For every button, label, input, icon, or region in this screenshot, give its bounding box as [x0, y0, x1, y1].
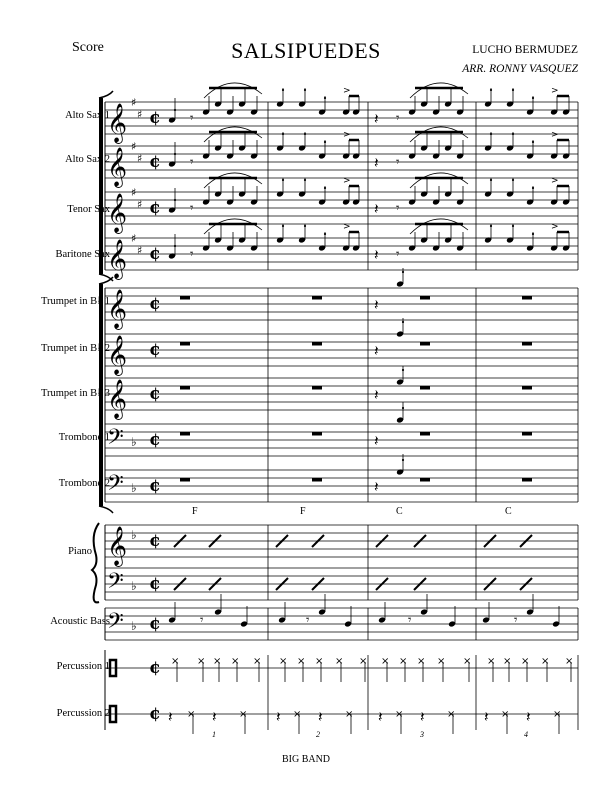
quarter-rest: 𝄽	[276, 708, 281, 726]
quarter-rest: 𝄽	[374, 296, 379, 314]
articulation-dot	[532, 97, 534, 99]
whole-rest	[522, 296, 532, 300]
instrument-label-trombone-1: Trombone 1	[58, 432, 110, 443]
cut-time-icon: ¢	[149, 244, 161, 264]
quarter-rest: 𝄽	[318, 708, 323, 726]
whole-rest	[522, 342, 532, 346]
key-sharp-icon: ♯	[131, 232, 137, 245]
quarter-rest: 𝄽	[168, 708, 173, 726]
accent-icon: >	[551, 222, 559, 232]
x-notehead: ×	[253, 656, 262, 667]
x-notehead: ×	[399, 656, 408, 667]
whole-rest	[180, 432, 190, 436]
bass-clef-icon: 𝄢	[107, 425, 124, 455]
whole-rest	[522, 386, 532, 390]
articulation-dot	[174, 109, 176, 111]
slur	[410, 83, 468, 98]
quarter-rest: 𝄽	[378, 708, 383, 726]
quarter-rest: 𝄽	[374, 154, 379, 172]
key-flat-icon: ♭	[131, 579, 137, 593]
whole-rest	[180, 478, 190, 482]
x-notehead: ×	[553, 709, 562, 720]
cut-time-icon: ¢	[149, 614, 161, 634]
quarter-rest: 𝄽	[374, 246, 379, 264]
cut-time-icon: ¢	[149, 108, 161, 128]
instrument-label-trumpet-3: Trumpet in B♭ 3	[40, 388, 110, 399]
treble-clef-icon: 𝄞	[107, 193, 128, 233]
eighth-rest: 𝄾	[190, 247, 194, 262]
accent-icon: >	[343, 176, 351, 186]
x-notehead: ×	[447, 709, 456, 720]
staff-acoustic-bass	[105, 608, 578, 640]
key-sharp-icon: ♯	[137, 152, 143, 165]
cut-time-icon: ¢	[149, 384, 161, 404]
staff-sax-2	[105, 146, 578, 178]
x-notehead: ×	[315, 656, 324, 667]
slur	[410, 219, 468, 234]
articulation-dot	[490, 133, 492, 135]
whole-rest	[180, 386, 190, 390]
accent-icon: >	[343, 222, 351, 232]
articulation-dot	[324, 233, 326, 235]
instrument-label-baritone-sax: Baritone Sax	[55, 249, 110, 260]
whole-rest	[312, 342, 322, 346]
whole-rest	[420, 386, 430, 390]
measure-number: 3	[420, 730, 424, 739]
whole-rest	[312, 432, 322, 436]
articulation-dot	[282, 225, 284, 227]
whole-rest	[312, 478, 322, 482]
articulation-dot	[304, 179, 306, 181]
key-flat-icon: ♭	[131, 435, 137, 449]
eighth-rest: 𝄾	[514, 613, 518, 628]
eighth-rest: 𝄾	[190, 111, 194, 126]
slur	[204, 219, 262, 234]
articulation-dot	[304, 225, 306, 227]
x-notehead: ×	[297, 656, 306, 667]
bass-clef-icon: 𝄢	[107, 471, 124, 501]
instrument-label-alto-sax-1: Alto Sax 1	[65, 110, 110, 121]
articulation-dot	[174, 245, 176, 247]
whole-rest	[420, 342, 430, 346]
score-label: Score	[72, 40, 104, 55]
quarter-rest: 𝄽	[374, 110, 379, 128]
score-title: SALSIPUEDES	[231, 38, 381, 63]
accent-icon: >	[551, 130, 559, 140]
piano-brace	[92, 523, 99, 602]
articulation-dot	[512, 179, 514, 181]
measure-number: 4	[524, 730, 528, 739]
articulation-dot	[282, 179, 284, 181]
cut-time-icon: ¢	[149, 430, 161, 450]
chord-symbol: C	[396, 506, 403, 517]
x-notehead: ×	[279, 656, 288, 667]
staff-trombone-2	[105, 470, 578, 502]
cut-time-icon: ¢	[149, 152, 161, 172]
measure-number: 2	[316, 730, 320, 739]
treble-clef-icon: 𝄞	[107, 147, 128, 187]
articulation-dot	[324, 97, 326, 99]
quarter-rest: 𝄽	[420, 708, 425, 726]
x-notehead: ×	[335, 656, 344, 667]
articulation-dot	[282, 133, 284, 135]
x-notehead: ×	[197, 656, 206, 667]
cut-time-icon: ¢	[149, 531, 161, 551]
key-sharp-icon: ♯	[137, 198, 143, 211]
key-sharp-icon: ♯	[131, 96, 137, 109]
footer-label: BIG BAND	[281, 754, 331, 765]
treble-clef-icon: 𝄞	[107, 103, 128, 143]
articulation-dot	[490, 89, 492, 91]
whole-rest	[312, 296, 322, 300]
instrument-label-piano: Piano	[68, 546, 92, 557]
articulation-dot	[324, 141, 326, 143]
composer-credit: LUCHO BERMUDEZ	[472, 44, 578, 56]
whole-rest	[522, 478, 532, 482]
whole-rest	[522, 432, 532, 436]
articulation-dot	[402, 369, 404, 371]
x-notehead: ×	[239, 709, 248, 720]
quarter-rest: 𝄽	[484, 708, 489, 726]
cut-time-icon: ¢	[149, 704, 161, 724]
whole-rest	[420, 478, 430, 482]
articulation-dot	[512, 89, 514, 91]
staff-trumpet-2	[105, 334, 578, 366]
staff-sax-1	[105, 102, 578, 134]
staff-sax-4	[105, 238, 578, 270]
whole-rest	[180, 342, 190, 346]
cut-time-icon: ¢	[149, 198, 161, 218]
x-notehead: ×	[231, 656, 240, 667]
eighth-rest: 𝄾	[396, 247, 400, 262]
articulation-dot	[532, 233, 534, 235]
treble-clef-icon: 𝄞	[107, 526, 128, 566]
key-sharp-icon: ♯	[137, 244, 143, 257]
eighth-rest: 𝄾	[306, 613, 310, 628]
articulation-dot	[532, 141, 534, 143]
staff-trumpet-1	[105, 288, 578, 320]
articulation-dot	[324, 187, 326, 189]
eighth-rest: 𝄾	[396, 155, 400, 170]
quarter-rest: 𝄽	[374, 386, 379, 404]
x-notehead: ×	[541, 656, 550, 667]
key-flat-icon: ♭	[131, 619, 137, 633]
whole-rest	[312, 386, 322, 390]
staff-sax-3	[105, 192, 578, 224]
whole-rest	[420, 432, 430, 436]
measure-number: 1	[212, 730, 216, 739]
whole-rest	[420, 296, 430, 300]
instrument-label-acoustic-bass: Acoustic Bass	[50, 616, 110, 627]
articulation-dot	[402, 271, 404, 273]
eighth-rest: 𝄾	[396, 111, 400, 126]
cut-time-icon: ¢	[149, 574, 161, 594]
x-notehead: ×	[487, 656, 496, 667]
x-notehead: ×	[417, 656, 426, 667]
arranger-credit: ARR. RONNY VASQUEZ	[462, 63, 578, 75]
key-flat-icon: ♭	[131, 481, 137, 495]
key-flat-icon: ♭	[131, 528, 137, 542]
treble-clef-icon: 𝄞	[107, 289, 128, 329]
articulation-dot	[174, 153, 176, 155]
quarter-rest: 𝄽	[374, 432, 379, 450]
x-notehead: ×	[395, 709, 404, 720]
accent-icon: >	[551, 86, 559, 96]
instrument-label-trumpet-2: Trumpet in B♭ 2	[40, 343, 110, 354]
articulation-dot	[304, 89, 306, 91]
articulation-dot	[512, 133, 514, 135]
instrument-label-alto-sax-2: Alto Sax 2	[65, 154, 110, 165]
bass-clef-icon: 𝄢	[107, 609, 124, 639]
bass-clef-icon: 𝄢	[107, 569, 124, 599]
x-notehead: ×	[503, 656, 512, 667]
cut-time-icon: ¢	[149, 658, 161, 678]
slur	[204, 127, 262, 142]
articulation-dot	[402, 459, 404, 461]
cut-time-icon: ¢	[149, 340, 161, 360]
accent-icon: >	[343, 130, 351, 140]
chord-symbol: F	[300, 506, 306, 517]
articulation-dot	[512, 225, 514, 227]
key-sharp-icon: ♯	[131, 140, 137, 153]
staff-trombone-1	[105, 424, 578, 456]
articulation-dot	[304, 133, 306, 135]
bracket-hook	[99, 91, 113, 98]
chord-symbol: C	[505, 506, 512, 517]
articulation-dot	[282, 89, 284, 91]
x-notehead: ×	[345, 709, 354, 720]
x-notehead: ×	[213, 656, 222, 667]
instrument-label-percussion-1: Percussion 1	[56, 661, 110, 672]
accent-icon: >	[343, 86, 351, 96]
eighth-rest: 𝄾	[200, 613, 204, 628]
x-notehead: ×	[501, 709, 510, 720]
x-notehead: ×	[171, 656, 180, 667]
quarter-rest: 𝄽	[374, 478, 379, 496]
chord-symbol: F	[192, 506, 198, 517]
articulation-dot	[532, 187, 534, 189]
x-notehead: ×	[463, 656, 472, 667]
x-notehead: ×	[437, 656, 446, 667]
instrument-label-tenor-sax: Tenor Sax	[67, 204, 110, 215]
eighth-rest: 𝄾	[190, 155, 194, 170]
x-notehead: ×	[521, 656, 530, 667]
treble-clef-icon: 𝄞	[107, 335, 128, 375]
slur	[204, 173, 262, 188]
slur	[410, 173, 468, 188]
quarter-rest: 𝄽	[374, 200, 379, 218]
articulation-dot	[402, 407, 404, 409]
key-sharp-icon: ♯	[131, 186, 137, 199]
quarter-rest: 𝄽	[526, 708, 531, 726]
articulation-dot	[174, 199, 176, 201]
x-notehead: ×	[359, 656, 368, 667]
key-sharp-icon: ♯	[137, 108, 143, 121]
articulation-dot	[490, 225, 492, 227]
eighth-rest: 𝄾	[396, 201, 400, 216]
cut-time-icon: ¢	[149, 294, 161, 314]
whole-rest	[180, 296, 190, 300]
bracket-hook	[99, 506, 113, 513]
eighth-rest: 𝄾	[190, 201, 194, 216]
x-notehead: ×	[381, 656, 390, 667]
accent-icon: >	[551, 176, 559, 186]
eighth-rest: 𝄾	[408, 613, 412, 628]
x-notehead: ×	[565, 656, 574, 667]
slur	[204, 83, 262, 98]
x-notehead: ×	[293, 709, 302, 720]
x-notehead: ×	[187, 709, 196, 720]
staff-piano-treble	[105, 525, 578, 557]
instrument-label-percussion-2: Percussion 2	[56, 708, 110, 719]
instrument-label-trumpet-1: Trumpet in B♭ 1	[40, 296, 110, 307]
instrument-label-trombone-2: Trombone 2	[58, 478, 110, 489]
treble-clef-icon: 𝄞	[107, 379, 128, 419]
treble-clef-icon: 𝄞	[107, 239, 128, 279]
slur	[410, 127, 468, 142]
staff-piano-bass	[105, 568, 578, 600]
articulation-dot	[490, 179, 492, 181]
staff-trumpet-3	[105, 378, 578, 410]
quarter-rest: 𝄽	[374, 342, 379, 360]
articulation-dot	[402, 321, 404, 323]
quarter-rest: 𝄽	[212, 708, 217, 726]
cut-time-icon: ¢	[149, 476, 161, 496]
